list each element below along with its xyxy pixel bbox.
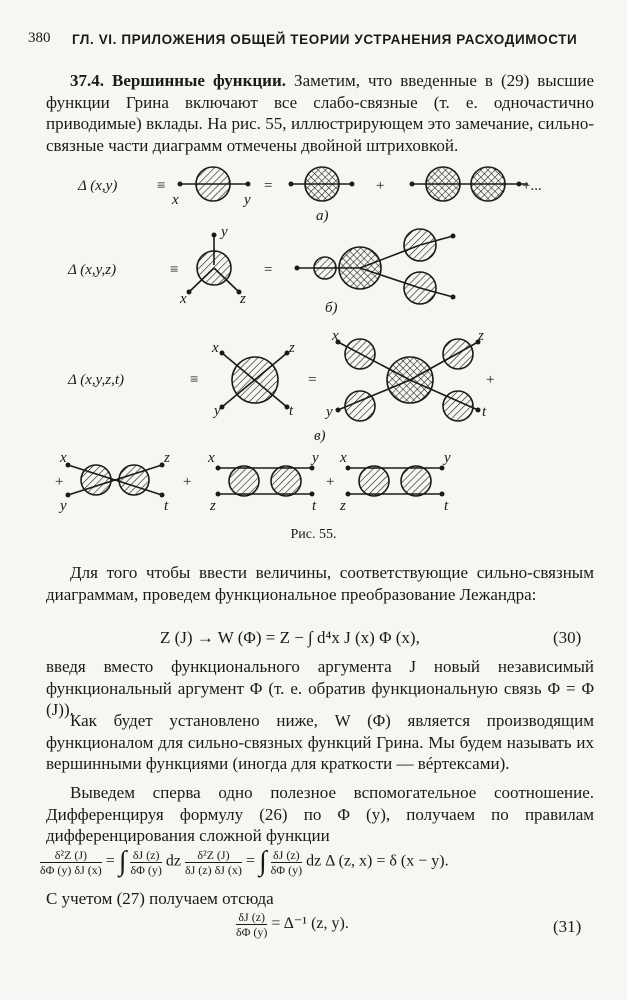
paragraph-legendre: Для того чтобы ввести величины, соответствующие сильно-связным диаграммам, проведем функциональное преобразование Лежандра: [46, 563, 594, 604]
row-b-x: x [180, 291, 187, 307]
equation-31-number: (31) [553, 917, 582, 936]
eq-sign-2: = [245, 852, 255, 870]
row-b-z: z [240, 291, 246, 307]
row-d-t1: t [164, 498, 169, 514]
equation-31 [236, 910, 349, 939]
row-c-z2: z [478, 328, 484, 344]
row-d-y2: y [312, 450, 319, 466]
row-b-lhs: Δ (x,y,z) [68, 262, 117, 278]
row-c-equiv: ≡ [190, 372, 199, 388]
row-a-plus-dots: +... [522, 178, 542, 194]
frac-3: $\frac{\text{δ²Z (J)}}{\delta J (z) \delta J (x)}$ [184, 847, 242, 877]
row-d-z1: z [164, 450, 170, 466]
row-a-plus: + [376, 178, 385, 194]
row-c-x: x [212, 340, 219, 356]
row-c-tag: в) [314, 428, 326, 444]
row-d-plus-3: + [326, 474, 335, 490]
row-a-tag: а) [316, 208, 329, 224]
frac-31: $\frac{\delta J (z)}{\delta\Phi (y)}$ [236, 910, 268, 939]
paragraph-chain-rule: Выведем сперва одно полезное вспомогательное соотношение. Дифференцируя формулу (26) по Φ (y), получаем по правилам дифференцирования сложной функции [46, 783, 594, 845]
row-d-t2: t [312, 498, 317, 514]
row-b-eq: = [264, 262, 273, 278]
row-d-x2: x [208, 450, 215, 466]
paragraph-argument: введя вместо функционального аргумента J новый независимый функциональный аргумент Φ (т. е. обратив функциональную связь Φ = Φ (J)). [46, 657, 594, 719]
row-c-z: z [289, 340, 295, 356]
section-heading: Вершинные функции. [112, 71, 287, 90]
frac-4: $\frac{\delta J (z)}{\delta\Phi (y)}$ [270, 847, 303, 877]
row-d-y1: y [60, 498, 67, 514]
equation-chain-rule [40, 846, 620, 878]
integral-1: ∫ [118, 846, 127, 877]
figure-caption: Рис. 55. [290, 527, 337, 542]
row-c-eq: = [308, 372, 317, 388]
row-c-t2: t [482, 404, 487, 420]
row-b-tag: б) [325, 300, 338, 316]
row-c-t: t [289, 403, 294, 419]
row-c-y2: y [326, 404, 333, 420]
page-number: 380 [28, 30, 51, 46]
row-a-x: x [172, 192, 179, 208]
dz-1: dz [165, 852, 181, 870]
running-head: ГЛ. VI. ПРИЛОЖЕНИЯ ОБЩЕЙ ТЕОРИИ УСТРАНЕНИЯ РАСХОДИМОСТИ [72, 32, 578, 47]
row-d-t3: t [444, 498, 449, 514]
row-a-lhs: Δ (x,y) [78, 178, 118, 194]
row-c-lhs: Δ (x,y,z,t) [68, 372, 125, 388]
row-b-y: y [221, 224, 228, 240]
row-b-equiv: ≡ [170, 262, 179, 278]
section-intro-text: Заметим, что введенные в (29) высшие функции Грина включают все слабо-связные (т. е. одночастично приводимые) вклады. На рис. 55, иллюстрирующем это замечание, сильно-связные части диаграмм отмечены двойной штриховкой. [46, 71, 595, 155]
row-d-x3: x [340, 450, 347, 466]
row-d-y3: y [444, 450, 451, 466]
row-c-y: y [214, 403, 221, 419]
paragraph-vertex: Как будет установлено ниже, W (Φ) является производящим функционалом для сильно-связных функций Грина. Мы будем называть их вершинными функциями (иногда для краткости — вéртексами). [46, 711, 594, 773]
row-c-plus: + [486, 372, 495, 388]
row-a-y: y [244, 192, 251, 208]
frac-1: $\frac{\text{δ²Z (J)}}{\delta\Phi (y) \delta J (x)}$ [40, 847, 102, 877]
equation-30: Z (J) → W (Φ) = Z − ∫ d⁴x J (x) Φ (x), [160, 628, 420, 647]
row-d-plus-1: + [55, 474, 64, 490]
chain-tail: dz Δ (z, x) = δ (x − y). [306, 852, 449, 870]
equation-30-number: (30) [553, 628, 582, 647]
row-d-z3: z [340, 498, 346, 514]
section-number: 37.4. [70, 71, 104, 90]
frac-2: $\frac{\delta J (z)}{\delta\Phi (y)}$ [130, 847, 162, 877]
integral-2: ∫ [258, 846, 267, 877]
eq-sign-1: = [105, 852, 115, 870]
eq31-rhs: = Δ⁻¹ (z, y). [271, 915, 349, 933]
paragraph-with-27: С учетом (27) получаем отсюда [46, 889, 274, 908]
row-d-z2: z [210, 498, 216, 514]
row-d-plus-2: + [183, 474, 192, 490]
row-d-x1: x [60, 450, 67, 466]
row-c-x2: x [332, 328, 339, 344]
row-a-eq: = [264, 178, 273, 194]
row-a-equiv: ≡ [157, 178, 166, 194]
